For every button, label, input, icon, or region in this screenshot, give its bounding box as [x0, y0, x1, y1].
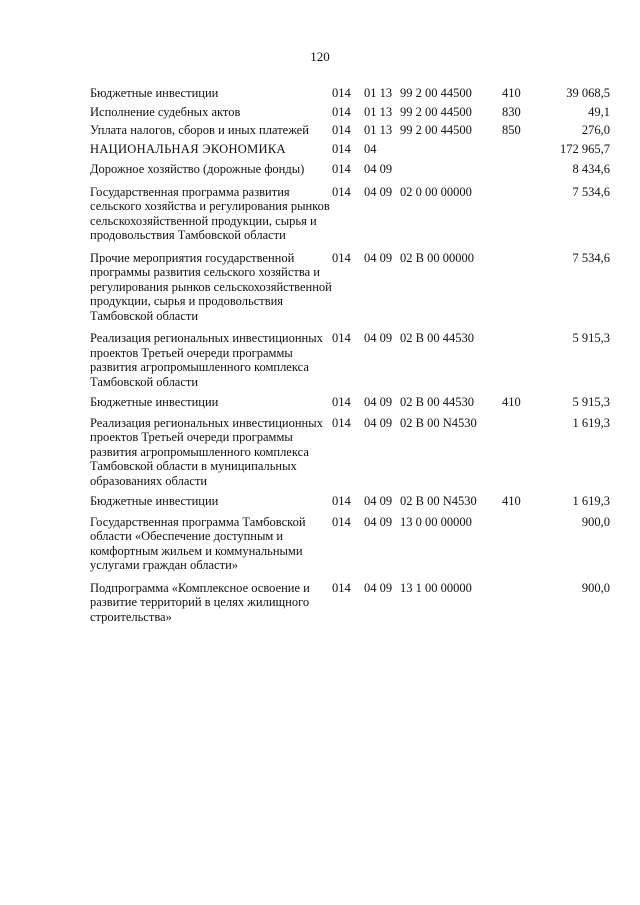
table-row [90, 581, 610, 625]
row-section-code: 04 09 [364, 331, 393, 345]
row-name: Исполнение судебных актов [90, 104, 241, 119]
row-name: Реализация региональных инвестиционных проектов Третьей очереди программы развития агропромышленного комплекса Тамбовской области в муниципальных образованиях области [90, 415, 323, 488]
row-name: Государственная программа развития сельского хозяйства и регулирования рынков сельскохозяйственной продукции, сырья и продовольствия Тамбовской области [90, 184, 330, 242]
row-name: Бюджетные инвестиции [90, 86, 219, 100]
row-amount: 900,0 [581, 580, 610, 595]
row-ved-code: 014 [332, 415, 351, 430]
row-ved-code: 014 [332, 162, 351, 176]
row-amount: 8 434,6 [572, 162, 610, 176]
row-section-code: 04 09 [364, 494, 393, 508]
row-amount: 276,0 [581, 123, 610, 137]
row-section-code: 04 09 [364, 580, 393, 595]
row-target-code: 13 1 00 00000 [400, 580, 472, 595]
row-ved-code: 014 [332, 514, 351, 529]
row-ved-code: 014 [332, 104, 351, 119]
row-target-code: 02 В 00 44530 [400, 331, 474, 345]
row-section-code: 01 13 [364, 86, 393, 100]
row-section-code: 01 13 [364, 123, 393, 137]
row-ved-code: 014 [332, 331, 351, 345]
budget-table [90, 86, 610, 624]
row-section-code: 04 09 [364, 162, 393, 176]
row-amount: 39 068,5 [566, 86, 610, 100]
row-ved-code: 014 [332, 395, 351, 409]
row-expense-type-code: 410 [502, 86, 521, 100]
row-target-code: 02 В 00 44530 [400, 395, 474, 409]
row-name: Прочие мероприятия государственной программы развития сельского хозяйства и регулирования рынков сельскохозяйственной продукции, сырья и продовольствия Тамбовской области [90, 250, 332, 323]
table-row [90, 494, 610, 509]
row-amount: 49,1 [588, 104, 610, 119]
row-name: Государственная программа Тамбовской области «Обеспечение доступным и комфортным жильем и коммунальными услугами граждан области» [90, 514, 306, 572]
row-section-code: 04 [364, 141, 377, 156]
row-ved-code: 014 [332, 250, 351, 265]
row-section-code: 04 09 [364, 514, 393, 529]
row-section-code: 04 09 [364, 415, 393, 430]
row-section-code: 01 13 [364, 104, 393, 119]
table-row [90, 416, 610, 489]
table-row [90, 395, 610, 410]
row-target-code: 99 2 00 44500 [400, 123, 472, 137]
table-row [90, 515, 610, 573]
row-name: Подпрограмма «Комплексное освоение и развитие территорий в целях жилищного строительства» [90, 580, 310, 624]
row-target-code: 99 2 00 44500 [400, 104, 472, 119]
row-name: НАЦИОНАЛЬНАЯ ЭКОНОМИКА [90, 141, 286, 156]
row-amount: 1 619,3 [572, 494, 610, 508]
page-number: 120 [310, 49, 330, 64]
row-amount: 172 965,7 [560, 141, 610, 156]
row-ved-code: 014 [332, 141, 351, 156]
row-target-code: 02 0 00 00000 [400, 184, 472, 199]
row-name: Бюджетные инвестиции [90, 395, 219, 409]
row-section-code: 04 09 [364, 250, 393, 265]
row-ved-code: 014 [332, 86, 351, 100]
row-ved-code: 014 [332, 580, 351, 595]
table-row [90, 105, 610, 120]
row-amount: 5 915,3 [572, 395, 610, 409]
table-row [90, 123, 610, 138]
row-expense-type-code: 830 [502, 104, 521, 119]
table-row [90, 331, 610, 389]
row-section-code: 04 09 [364, 395, 393, 409]
row-name: Реализация региональных инвестиционных проектов Третьей очереди программы развития агропромышленного комплекса Тамбовской области [90, 331, 323, 389]
row-amount: 900,0 [581, 514, 610, 529]
table-row [90, 251, 610, 324]
row-ved-code: 014 [332, 494, 351, 508]
row-ved-code: 014 [332, 123, 351, 137]
table-row [90, 162, 610, 177]
table-row [90, 86, 610, 101]
table-row [90, 185, 610, 243]
row-expense-type-code: 410 [502, 395, 521, 409]
row-amount: 5 915,3 [572, 331, 610, 345]
row-amount: 1 619,3 [572, 415, 610, 430]
row-amount: 7 534,6 [572, 250, 610, 265]
row-expense-type-code: 850 [502, 123, 521, 137]
row-target-code: 02 В 00 00000 [400, 250, 474, 265]
row-target-code: 02 В 00 N4530 [400, 415, 477, 430]
row-name: Бюджетные инвестиции [90, 494, 219, 508]
table-row [90, 142, 610, 157]
row-section-code: 04 09 [364, 184, 393, 199]
row-target-code: 13 0 00 00000 [400, 514, 472, 529]
row-expense-type-code: 410 [502, 494, 521, 508]
row-ved-code: 014 [332, 184, 351, 199]
row-amount: 7 534,6 [572, 184, 610, 199]
row-target-code: 02 В 00 N4530 [400, 494, 477, 508]
row-name: Дорожное хозяйство (дорожные фонды) [90, 162, 305, 176]
row-name: Уплата налогов, сборов и иных платежей [90, 123, 309, 137]
row-target-code: 99 2 00 44500 [400, 86, 472, 100]
